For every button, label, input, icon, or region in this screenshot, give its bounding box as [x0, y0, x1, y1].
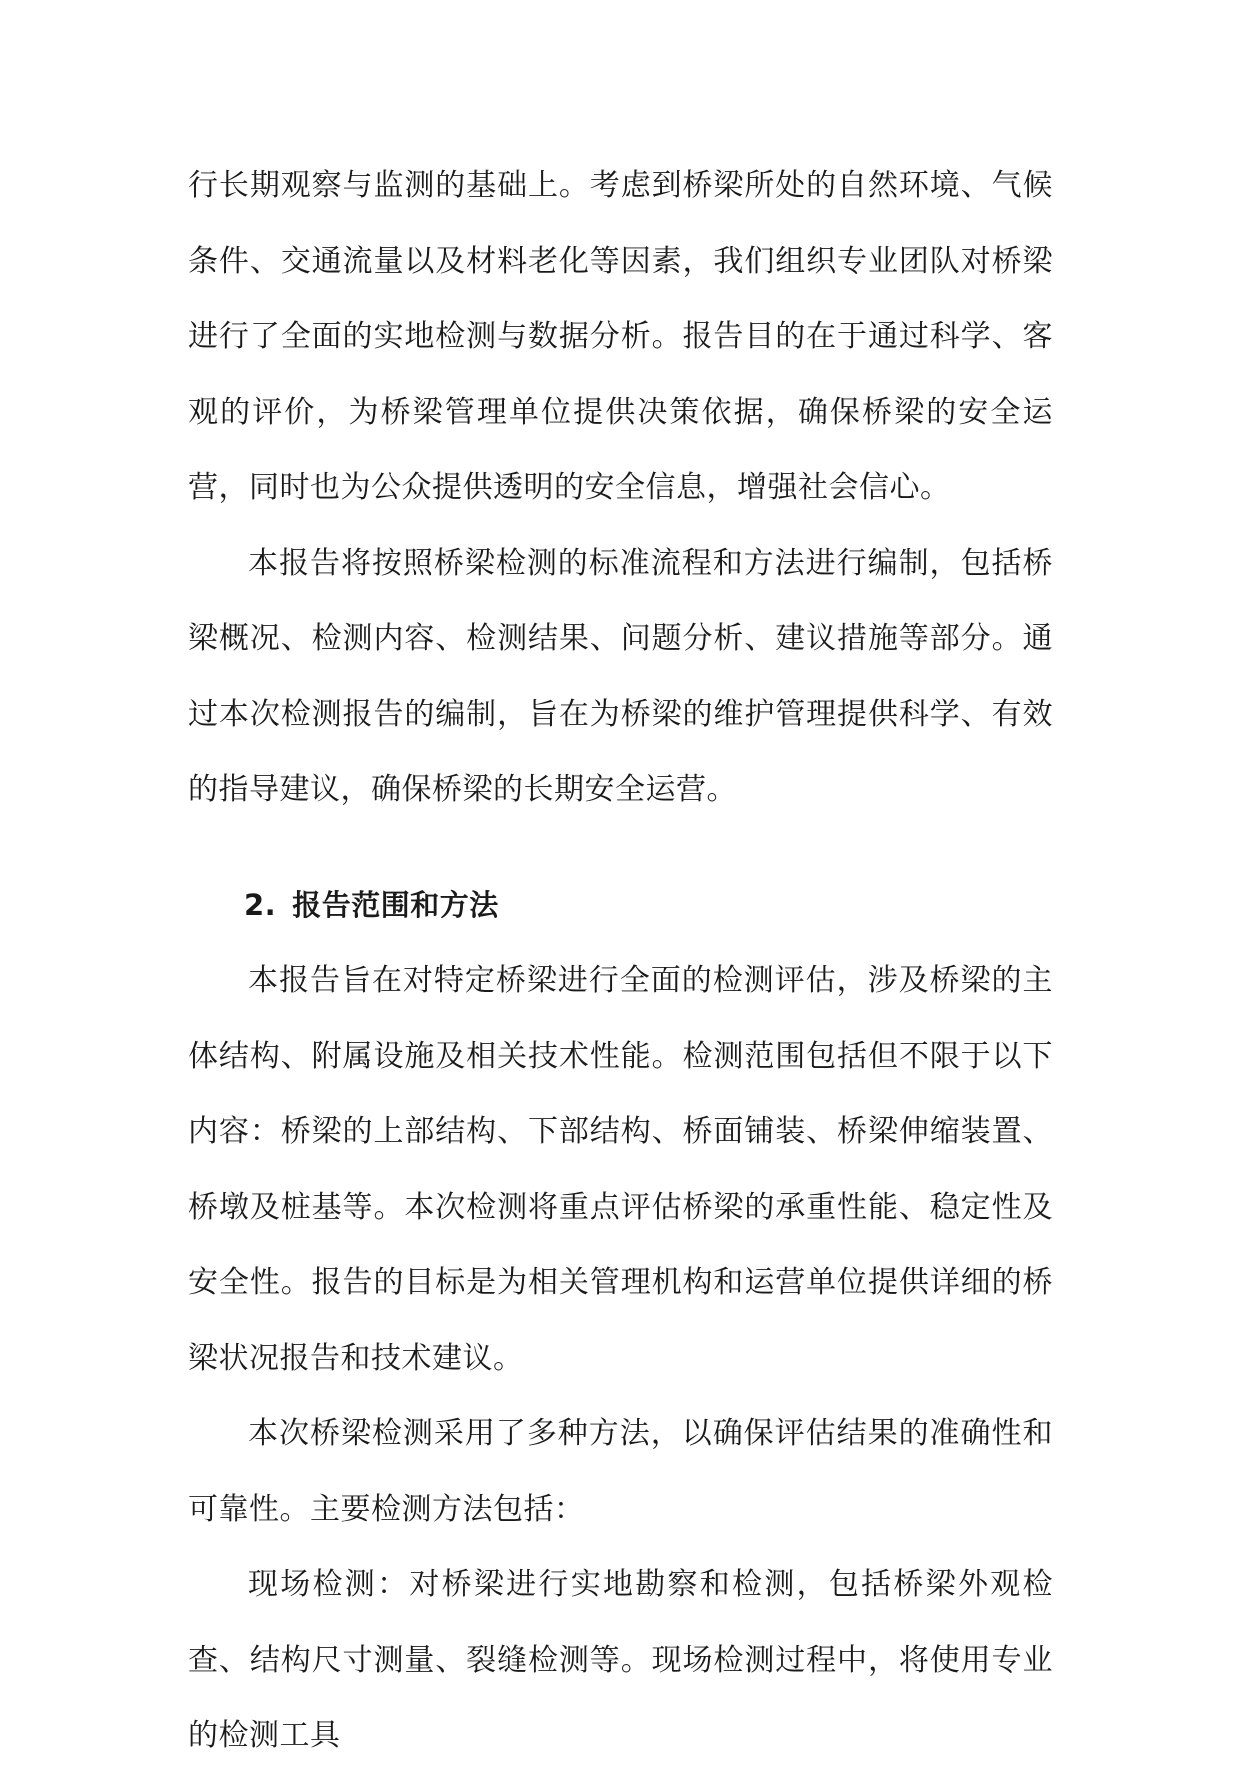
paragraph-continuation: 行长期观察与监测的基础上。考虑到桥梁所处的自然环境、气候条件、交通流量以及材料老化等因素，我们组织专业团队对桥梁进行了全面的实地检测与数据分析。报告目的在于通过科学、客观的评价，为桥梁管理单位提供决策依据，确保桥梁的安全运营，同时也为公众提供透明的安全信息，增强社会信心。	[188, 168, 1053, 505]
section-heading	[188, 868, 1053, 944]
section-number: 2.	[244, 887, 277, 922]
paragraph-field-inspection: 现场检测：对桥梁进行实地勘察和检测，包括桥梁外观检查、结构尺寸测量、裂缝检测等。现场检测过程中，将使用专业的检测工具	[188, 1567, 1053, 1753]
paragraph-report-structure: 本报告将按照桥梁检测的标准流程和方法进行编制，包括桥梁概况、检测内容、检测结果、问题分析、建议措施等部分。通过本次检测报告的编制，旨在为桥梁的维护管理提供科学、有效的指导建议，确保桥梁的长期安全运营。	[188, 545, 1053, 807]
paragraph-methods-intro: 本次桥梁检测采用了多种方法，以确保评估结果的准确性和可靠性。主要检测方法包括：	[188, 1416, 1053, 1527]
paragraph-scope: 本报告旨在对特定桥梁进行全面的检测评估，涉及桥梁的主体结构、附属设施及相关技术性能。检测范围包括但不限于以下内容：桥梁的上部结构、下部结构、桥面铺装、桥梁伸缩装置、桥墩及桩基等。本次检测将重点评估桥梁的承重性能、稳定性及安全性。报告的目标是为相关管理机构和运营单位提供详细的桥梁状况报告和技术建议。	[188, 963, 1053, 1376]
document-body	[188, 148, 1053, 1774]
section-title: 报告范围和方法	[292, 887, 499, 922]
